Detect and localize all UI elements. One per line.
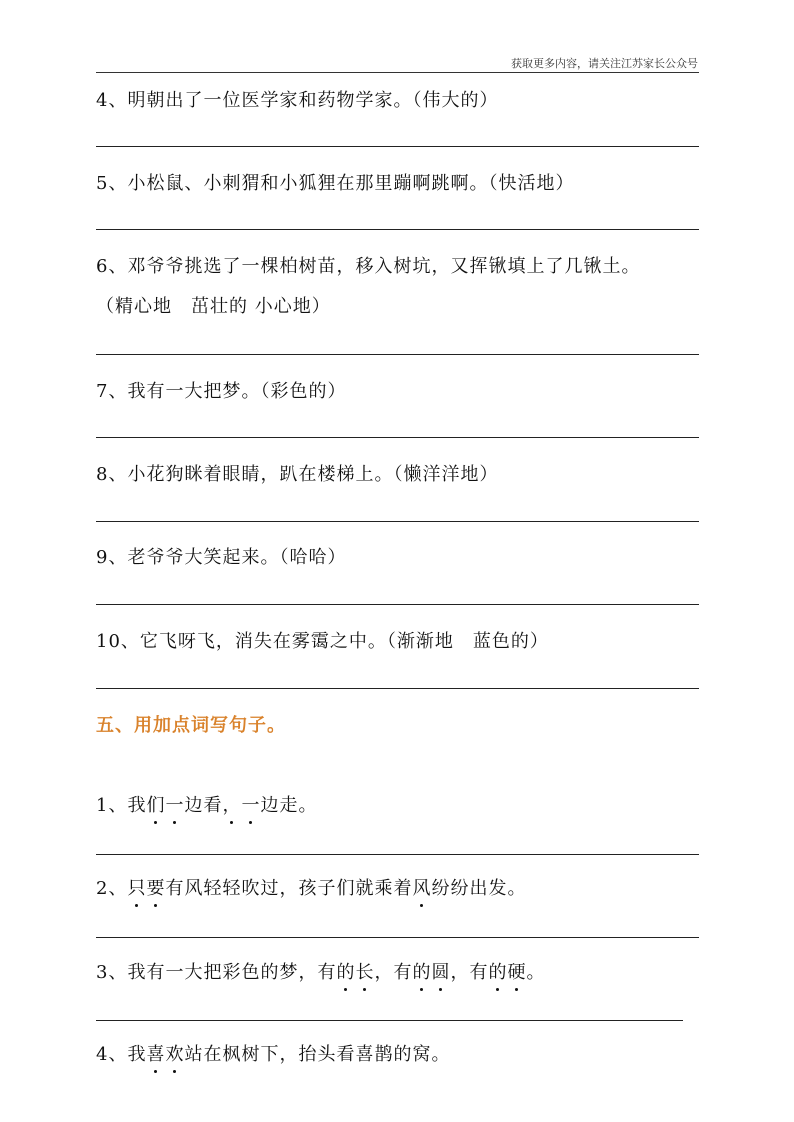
answer-line (96, 854, 699, 855)
answer-line (96, 354, 699, 355)
emphasized-char: 只 (127, 874, 146, 900)
emphasized-char: 欢 (165, 1040, 184, 1066)
emphasized-char: 硬 (507, 958, 526, 984)
answer-line (96, 229, 699, 230)
answer-line (96, 437, 699, 438)
emphasized-char: 圆 (431, 958, 450, 984)
answer-line (96, 146, 699, 147)
emphasized-char: 的 (488, 958, 507, 984)
answer-line (96, 688, 699, 689)
exercise-4-sentence-5: 5、小松鼠、小刺猬和小狐狸在那里蹦啊跳啊。（快活地） (96, 173, 575, 194)
emphasized-char: 长 (355, 958, 374, 984)
exercise-4-sentence-8: 8、小花狗眯着眼睛，趴在楼梯上。（懒洋洋地） (96, 464, 499, 485)
exercise-4-sentence-6: 6、邓爷爷挑选了一棵柏树苗，移入树坑，又挥锹填上了几锹土。 (96, 256, 641, 277)
emphasized-char: 一 (241, 791, 260, 817)
section-5-sentence-3: 3、我有一大把彩色的梦，有的长，有的圆，有的硬。 (96, 958, 545, 984)
section-5-sentence-1: 1、我们一边看，一边走。 (96, 791, 317, 817)
section-5-sentence-4: 4、我喜欢站在枫树下，抬头看喜鹊的窝。 (96, 1040, 450, 1066)
header-divider (96, 72, 699, 73)
section-5-sentence-2: 2、只要有风轻轻吹过，孩子们就乘着风纷纷出发。 (96, 874, 526, 900)
exercise-4-sentence-10: 10、它飞呀飞，消失在雾霭之中。（渐渐地 蓝色的） (96, 631, 549, 652)
answer-line (96, 521, 699, 522)
emphasized-char: 的 (336, 958, 355, 984)
exercise-4-sentence-9: 9、老爷爷大笑起来。（哈哈） (96, 547, 347, 568)
exercise-4-sentence-4: 4、明朝出了一位医学家和药物学家。（伟大的） (96, 90, 499, 111)
emphasized-char: 要 (146, 874, 165, 900)
emphasized-char: 们 (146, 791, 165, 817)
section-5-title: 五、用加点词写句子。 (96, 715, 286, 736)
emphasized-char: 喜 (146, 1040, 165, 1066)
emphasized-char: ， (222, 791, 241, 817)
emphasized-char: 风 (412, 874, 431, 900)
emphasized-char: 一 (165, 791, 184, 817)
answer-line (96, 937, 699, 938)
answer-line (96, 1020, 683, 1021)
header-text: 获取更多内容，请关注江苏家长公众号 (511, 57, 698, 70)
exercise-4-sentence-7: 7、我有一大把梦。（彩色的） (96, 381, 347, 402)
answer-line (96, 604, 699, 605)
exercise-4-sentence-6-hint: （精心地 茁壮的 小心地） (96, 296, 331, 317)
emphasized-char: 的 (412, 958, 431, 984)
